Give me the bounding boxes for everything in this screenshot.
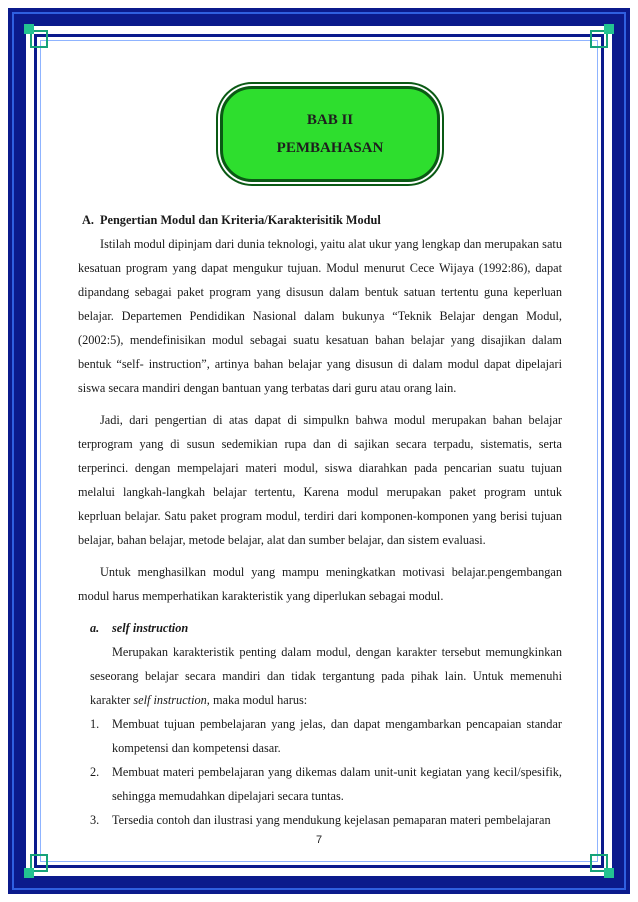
list-item xyxy=(90,712,562,760)
subsection xyxy=(78,616,562,832)
corner-ornament-top-left xyxy=(20,20,54,54)
emphasis-text: self instruction, xyxy=(133,693,210,707)
corner-ornament-bottom-left xyxy=(20,848,54,882)
list-number: 1. xyxy=(90,717,100,731)
paragraph: Istilah modul dipinjam dari dunia teknologi, yaitu alat ukur yang lengkap dan merupakan satu kesatuan program yang dapat mengukur tujuan. Modul menurut Cece Wijaya (1992:86), dapat dipandang sebagai paket program yang disusun dalam bentuk satuan tertentu guna keperluan belajar. Departemen Pendidikan Nasional dalam bukunya “Teknik Belajar dengan Modul, (2002:5), mendefinisikan modul sebagai suatu kesatuan bahan belajar yang disajikan dalam bentuk “self- instruction”, artinya bahan belajar yang disusun di dalam modul dapat dipelajari siswa secara mandiri dengan bantuan yang terbatas dari guru atau orang lain. xyxy=(78,237,562,395)
corner-ornament-bottom-right xyxy=(584,848,618,882)
paragraph: Jadi, dari pengertian di atas dapat di simpulkn bahwa modul merupakan bahan belajar terprogram yang di susun sedemikian rupa dan di sajikan secara terpadu, sistematis, serta terperinci. dengan mempelajari materi modul, siswa diarahkan pada pencarian suatu tujuan melalui langkah-langkah belajar tertentu, Karena modul merupakan paket program untuk keprluan belajar. Satu paket program modul, terdiri dari komponen-komponen yang berisi tujuan belajar, bahan belajar, metode belajar, alat dan sumber belajar, dan sistem evaluasi. xyxy=(78,413,562,547)
numbered-list xyxy=(90,712,562,832)
section-title: Pengertian Modul dan Kriteria/Karakterisitik Modul xyxy=(100,213,381,227)
section-heading xyxy=(78,208,562,232)
page-number: 7 xyxy=(315,834,323,846)
list-number: 2. xyxy=(90,765,100,779)
paragraph: Untuk menghasilkan modul yang mampu meningkatkan motivasi belajar.pengembangan modul harus memperhatikan karakteristik yang diperlukan sebagai modul. xyxy=(78,565,562,603)
list-item xyxy=(90,808,562,832)
section-marker: A. xyxy=(82,213,94,227)
list-item-text: Membuat tujuan pembelajaran yang jelas, dan dapat mengambarkan pencapaian standar kompetensi dan kompetensi dasar. xyxy=(112,717,562,755)
subsection-heading xyxy=(90,616,562,640)
chapter-number: BAB II xyxy=(306,112,354,128)
paragraph-text: Merupakan karakteristik penting dalam modul, dengan karakter tersebut memungkinkan seseorang belajar secara mandiri dan tidak tergantung pada pihak lain. Untuk memenuhi karakter xyxy=(90,645,562,707)
document-body xyxy=(78,208,562,832)
paragraph-text: maka modul harus: xyxy=(209,693,308,707)
subsection-title: self instruction xyxy=(112,621,189,635)
list-number: 3. xyxy=(90,813,100,827)
list-item-text: Tersedia contoh dan ilustrasi yang mendukung kejelasan pemaparan materi pembelajaran xyxy=(112,813,551,827)
corner-ornament-top-right xyxy=(584,20,618,54)
subsection-paragraph xyxy=(90,640,562,712)
chapter-badge xyxy=(220,86,440,182)
list-item xyxy=(90,760,562,808)
chapter-title: PEMBAHASAN xyxy=(276,140,384,156)
list-item-text: Membuat materi pembelajaran yang dikemas dalam unit-unit kegiatan yang kecil/spesifik, sehingga memudahkan dipelajari secara tuntas. xyxy=(112,765,562,803)
subsection-marker: a. xyxy=(90,621,100,635)
